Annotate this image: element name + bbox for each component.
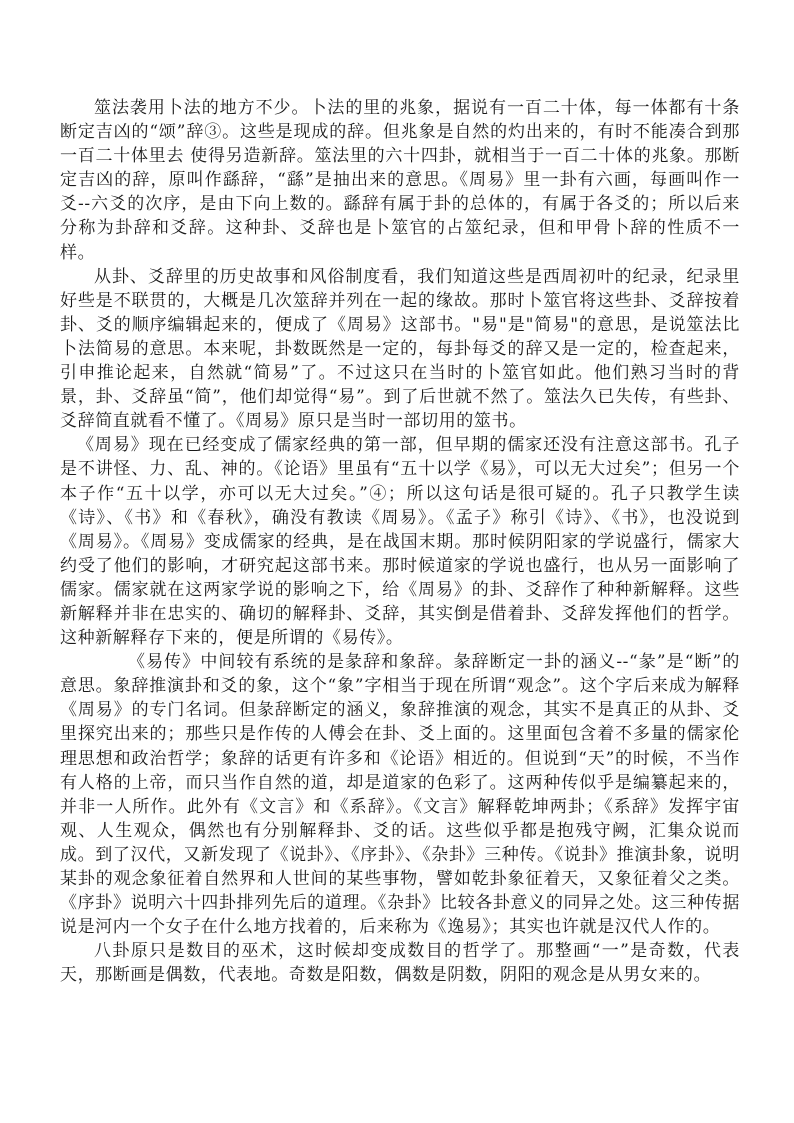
paragraph-yizhuan: 《易传》中间较有系统的是彖辞和象辞。彖辞断定一卦的涵义--“彖”是“断”的意思。象辞推演卦和爻的象，这个“象”字相当于现在所谓“观念”。这个字后来成为解释《周易》的专门名词。但彖辞断定的涵义，象辞推演的观念，其实不是真正的从卦、爻里探究出来的；那些只是作传的人傅会在卦、爻上面的。这里面包含着不多量的儒家伦理思想和政治哲学；象辞的话更有许多和《论语》相近的。但说到“天”的时候，不当作有人格的上帝，而只当作自然的道，却是道家的色彩了。这两种传似乎是编纂起来的，并非一人所作。此外有《文言》和《系辞》。《文言》解释乾坤两卦；《系辞》发挥宇宙观、人生观众，偶然也有分别解释卦、爻的话。这些似乎都是抱残守阙，汇集众说而成。到了汉代，又新发现了《说卦》、《序卦》、《杂卦》三种传。《说卦》推演卦象，说明某卦的观念象征着自然界和人世间的某些事物，譬如乾卦象征着天，又象征着父之类。《序卦》说明六十四卦排列先后的道理。《杂卦》比较各卦意义的同异之处。这三种传据说是河内一个女子在什么地方找着的，后来称为《逸易》；其实也许就是汉代人作的。 bbox=[60, 652, 740, 938]
paragraph-zhouyi-origin: 从卦、爻辞里的历史故事和风俗制度看，我们知道这些是西周初叶的纪录，纪录里好些是不联贯的，大概是几次筮辞并列在一起的缘故。那时卜筮官将这些卦、爻辞按着卦、爻的顺序编辑起来的，便成了《周易》这部书。"易"是"简易"的意思，是说筮法比卜法简易的意思。本来呢，卦数既然是一定的，每卦每爻的辞又是一定的，检查起来，引申推论起来，自然就“简易”了。不过这只在当时的卜筮官如此。他们熟习当时的背景，卦、爻辞虽“简”，他们却觉得“易”。到了后世就不然了。筮法久已失传，有些卦、爻辞简直就看不懂了。《周易》原只是当时一部切用的筮书。 bbox=[60, 266, 740, 432]
paragraph-divination: 筮法袭用卜法的地方不少。卜法的里的兆象，据说有一百二十体，每一体都有十条断定吉凶的“颂”辞③。这些是现成的辞。但兆象是自然的灼出来的，有时不能凑合到那一百二十体里去 使得另造新辞。筮法里的六十四卦，就相当于一百二十体的兆象。那断定吉凶的辞，原叫作繇辞，“繇”是抽出来的意思。《周易》里一卦有六画，每画叫作一爻--六爻的次序，是由下向上数的。繇辞有属于卦的总体的，有属于各爻的；所以后来分称为卦辞和爻辞。这种卦、爻辞也是卜筮官的占筮纪录，但和甲骨卜辞的性质不一样。 bbox=[60, 98, 740, 263]
paragraph-bagua: 八卦原只是数目的巫术，这时候却变成数目的哲学了。那整画“一”是奇数，代表天，那断画是偶数，代表地。奇数是阳数，偶数是阴数，阴阳的观念是从男女来的。 bbox=[60, 941, 740, 986]
document-page bbox=[60, 96, 740, 987]
paragraph-confucian-classic: 《周易》现在已经变成了儒家经典的第一部，但早期的儒家还没有注意这部书。孔子是不讲怪、力、乱、神的。《论语》里虽有“五十以学《易》，可以无大过矣”；但另一个本子作“五十以学，亦可以无大过矣。”④；所以这句话是很可疑的。孔子只教学生读《诗》、《书》和《春秋》，确没有教读《周易》。《孟子》称引《诗》、《书》，也没说到《周易》。《周易》变成儒家的经典，是在战国末期。那时候阴阳家的学说盛行，儒家大约受了他们的影响，才研究起这部书来。那时候道家的学说也盛行，也从另一面影响了儒家。儒家就在这两家学说的影响之下，给《周易》的卦、爻辞作了种种新解释。这些新解释并非在忠实的、确切的解释卦、爻辞，其实倒是借着卦、爻辞发挥他们的哲学。这种新解释存下来的，便是所谓的《易传》。 bbox=[60, 435, 740, 649]
